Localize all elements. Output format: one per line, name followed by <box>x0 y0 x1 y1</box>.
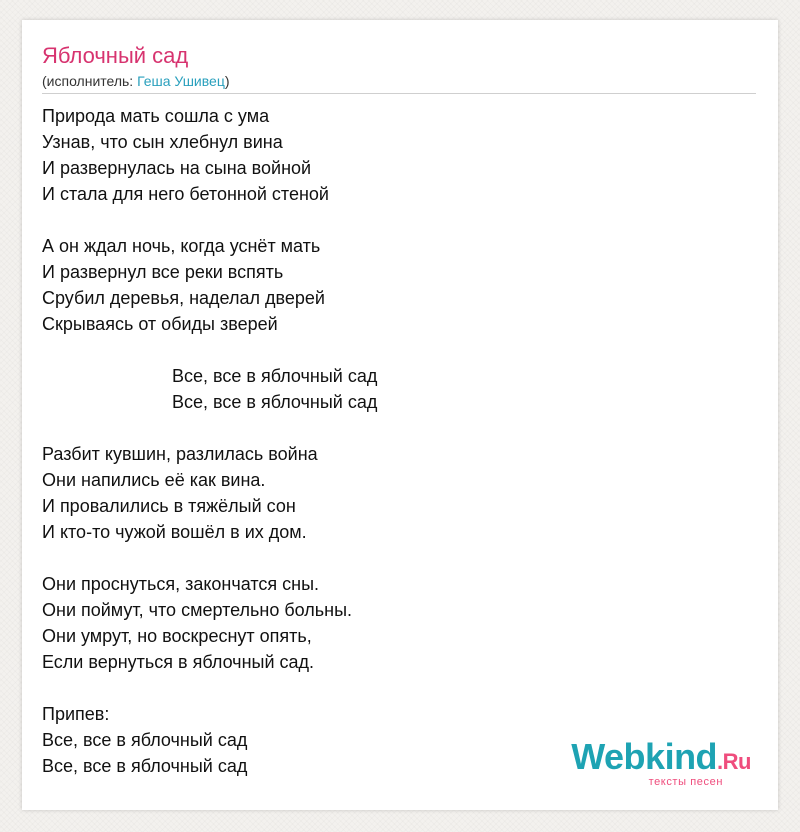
lyric-line: А он ждал ночь, когда уснёт мать <box>42 236 321 256</box>
lyrics-text <box>42 103 756 779</box>
logo-brand-main: Webkind <box>571 736 718 777</box>
lyric-line: Припев: <box>42 704 110 724</box>
lyric-line: И провалились в тяжёлый сон <box>42 496 296 516</box>
lyric-line: Природа мать сошла с ума <box>42 106 270 126</box>
artist-line <box>42 72 230 90</box>
artist-link[interactable]: Геша Ушивец <box>137 73 225 89</box>
artist-prefix: (исполнитель: <box>42 73 138 89</box>
webkind-logo <box>571 736 751 788</box>
lyric-line <box>42 675 756 701</box>
lyric-line: Все, все в яблочный сад <box>42 392 378 412</box>
lyric-line <box>42 545 756 571</box>
artist-suffix: ) <box>224 73 230 89</box>
lyric-line: Все, все в яблочный сад <box>42 366 378 386</box>
logo-tagline: тексты песен <box>648 776 723 788</box>
lyric-line: Скрываясь от обиды зверей <box>42 314 278 334</box>
title-divider <box>42 93 756 94</box>
lyric-line: Они проснуться, закончатся сны. <box>42 574 320 594</box>
lyric-line: И развернулась на сына войной <box>42 158 312 178</box>
lyric-line: Узнав, что сын хлебнул вина <box>42 132 283 152</box>
lyric-line: Разбит кувшин, разлилась война <box>42 444 318 464</box>
lyric-line: И кто-то чужой вошёл в их дом. <box>42 522 307 542</box>
lyric-line: Все, все в яблочный сад <box>42 756 248 776</box>
lyric-line: Срубил деревья, наделал дверей <box>42 288 325 308</box>
lyric-line: Все, все в яблочный сад <box>42 730 248 750</box>
lyric-line <box>42 337 756 363</box>
lyric-line: И развернул все реки вспять <box>42 262 284 282</box>
lyric-line: Они поймут, что смертельно больны. <box>42 600 353 620</box>
lyric-line <box>42 415 756 441</box>
lyric-line <box>42 207 756 233</box>
logo-brand <box>571 736 751 780</box>
song-title: Яблочный сад <box>42 43 189 68</box>
lyrics-card <box>22 20 778 810</box>
logo-brand-tld: .Ru <box>717 749 751 774</box>
lyric-line: Они напились её как вина. <box>42 470 266 490</box>
lyric-line: Они умрут, но воскреснут опять, <box>42 626 312 646</box>
lyric-line: И стала для него бетонной стеной <box>42 184 329 204</box>
lyric-line: Если вернуться в яблочный сад. <box>42 652 315 672</box>
